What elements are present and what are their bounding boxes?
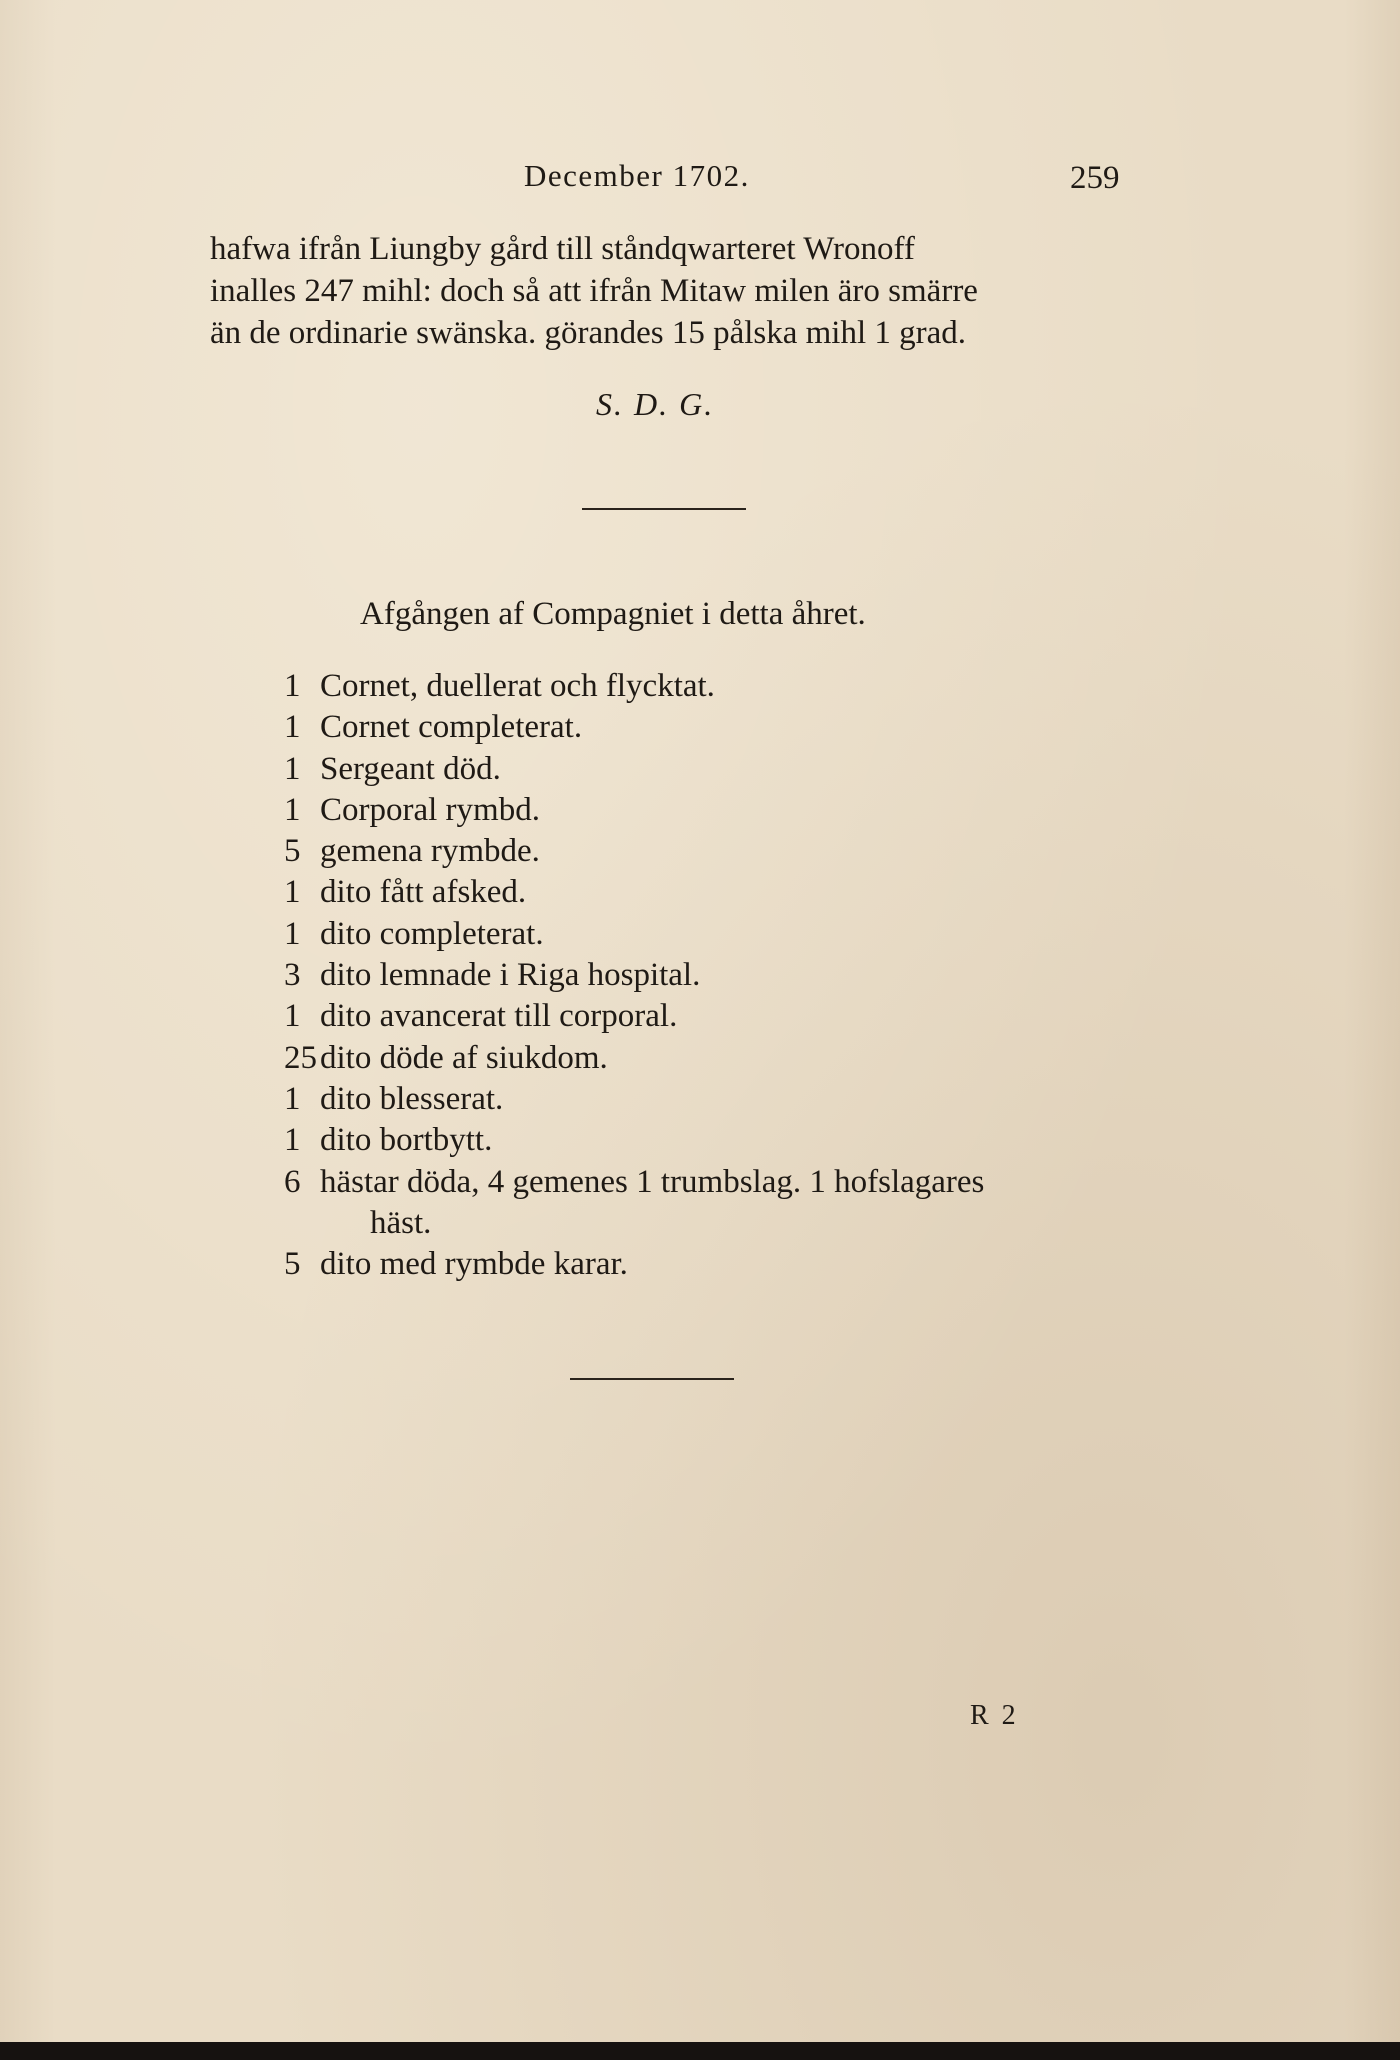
entry-quantity: 6 (284, 1163, 301, 1200)
ledger-entry (284, 666, 1124, 707)
entry-description-continuation: häst. (370, 1204, 432, 1241)
entry-quantity: 1 (284, 998, 301, 1035)
ledger-entry (284, 790, 1124, 831)
entry-description: dito completerat. (320, 915, 544, 952)
paragraph-line: än de ordinarie swänska. görandes 15 pålska mihl 1 grad. (210, 315, 967, 351)
entry-quantity: 3 (284, 957, 301, 994)
entry-description: dito blesserat. (320, 1080, 504, 1117)
ledger-entry (284, 1038, 1124, 1079)
entry-quantity: 1 (284, 709, 301, 746)
ledger-entry (284, 996, 1124, 1037)
paragraph-line: hafwa ifrån Liungby gård till ståndqwarteret Wronoff (210, 231, 915, 267)
ledger-entry (284, 914, 1124, 955)
ledger-entry (284, 1162, 1124, 1245)
section-divider (582, 508, 746, 510)
page-number: 259 (1070, 160, 1120, 196)
ledger-entry (284, 1079, 1124, 1120)
ledger-entry (284, 955, 1124, 996)
section-heading: Afgången af Compagniet i detta åhret. (360, 596, 866, 632)
ledger-entry (284, 749, 1124, 790)
signoff: S. D. G. (596, 386, 715, 422)
entry-quantity: 1 (284, 668, 301, 704)
entry-description: dito döde af siukdom. (320, 1039, 608, 1076)
ledger-entry (284, 831, 1124, 872)
running-head: December 1702. (524, 158, 750, 193)
entry-description: dito bortbytt. (320, 1122, 493, 1159)
losses-ledger (284, 666, 1124, 1285)
entry-description: dito avancerat till corporal. (320, 998, 678, 1035)
entry-description: gemena rymbde. (320, 833, 540, 870)
entry-description: Sergeant död. (320, 750, 501, 787)
scan-edge-shadow (0, 2042, 1400, 2060)
entry-description-line: hästar döda, 4 gemenes 1 trumbslag. 1 hofslagares (320, 1163, 985, 1200)
paragraph-line: inalles 247 mihl: doch så att ifrån Mitaw milen äro smärre (210, 273, 978, 309)
entry-description: dito fått afsked. (320, 874, 527, 911)
entry-quantity: 1 (284, 1080, 301, 1117)
entry-quantity: 1 (284, 1122, 301, 1159)
ledger-entry (284, 1120, 1124, 1161)
entry-quantity: 1 (284, 874, 301, 911)
entry-description: Cornet, duellerat och flycktat. (320, 668, 715, 704)
entry-description: dito lemnade i Riga hospital. (320, 957, 701, 994)
signature-mark: R 2 (970, 1700, 1019, 1731)
entry-description: Cornet completerat. (320, 709, 583, 746)
entry-quantity: 1 (284, 791, 301, 828)
entry-quantity: 25 (284, 1039, 317, 1076)
entry-description (320, 1162, 1100, 1245)
body-paragraph (210, 228, 1125, 354)
entry-description: dito med rymbde karar. (320, 1246, 628, 1283)
entry-description: Corporal rymbd. (320, 791, 540, 828)
entry-quantity: 5 (284, 833, 301, 870)
entry-quantity: 5 (284, 1246, 301, 1283)
ledger-entry (284, 707, 1124, 748)
entry-quantity: 1 (284, 750, 301, 787)
closing-divider (570, 1378, 734, 1380)
ledger-entry (284, 1244, 1124, 1285)
entry-quantity: 1 (284, 915, 301, 952)
ledger-entry (284, 872, 1124, 913)
